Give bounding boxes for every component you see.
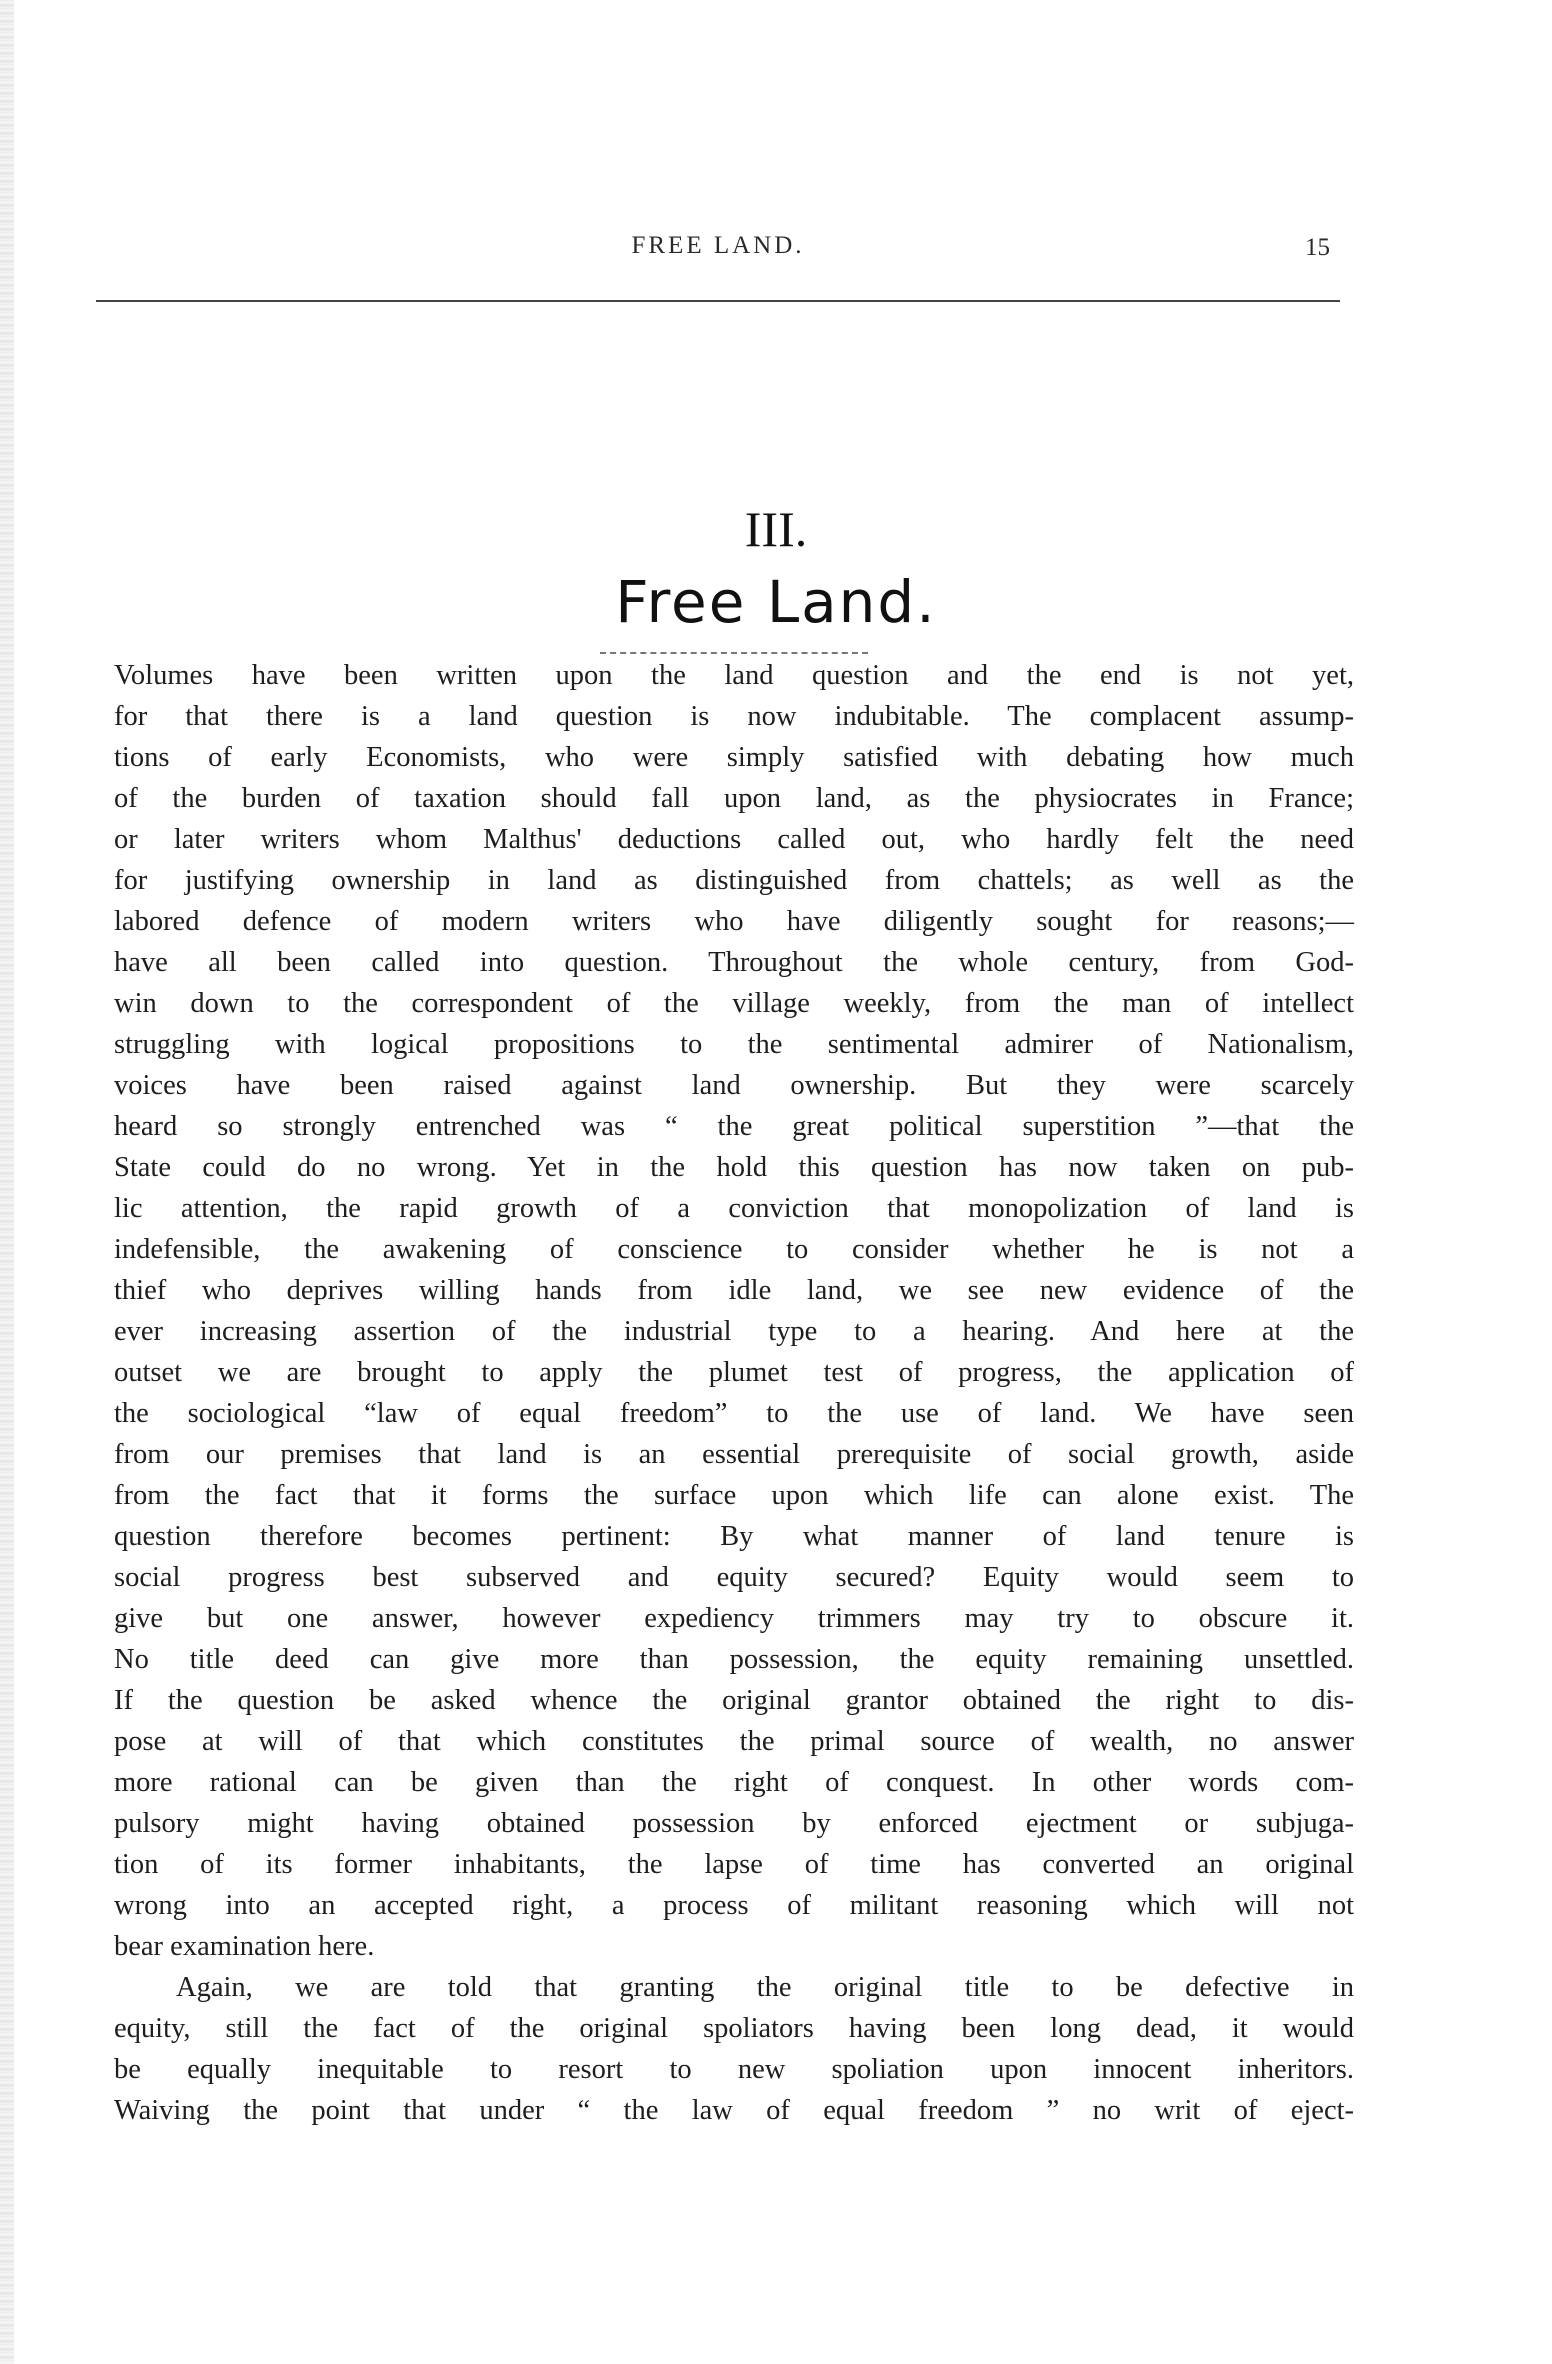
text-line: be equally inequitable to resort to new spoliation upon innocent inheritors. xyxy=(114,2054,1354,2085)
text-line: pulsory might having obtained possession by enforced ejectment or subjuga- xyxy=(114,1808,1354,1839)
chapter-number: III. xyxy=(744,501,808,557)
text-line: Waiving the point that under “ the law of equal freedom ” no writ of eject- xyxy=(114,2095,1354,2126)
text-line: or later writers whom Malthus' deductions called out, who hardly felt the need xyxy=(114,824,1354,855)
text-line: outset we are brought to apply the plumet test of progress, the application of xyxy=(114,1357,1354,1388)
text-line: bear examination here. xyxy=(114,1931,375,1962)
text-line: thief who deprives willing hands from idle land, we see new evidence of the xyxy=(114,1275,1354,1306)
text-line: equity, still the fact of the original spoliators having been long dead, it would xyxy=(114,2013,1354,2044)
paragraph-2 xyxy=(114,1967,1354,2131)
text-line: Again, we are told that granting the original title to be defective in xyxy=(176,1972,1354,2003)
text-line: win down to the correspondent of the village weekly, from the man of intellect xyxy=(114,988,1354,1019)
text-line: labored defence of modern writers who have diligently sought for reasons;— xyxy=(114,906,1354,937)
text-line: the sociological “law of equal freedom” to the use of land. We have seen xyxy=(114,1398,1354,1429)
text-line: heard so strongly entrenched was “ the great political superstition ”—that the xyxy=(114,1111,1354,1142)
header-rule xyxy=(96,300,1340,302)
text-line: pose at will of that which constitutes the primal source of wealth, no answer xyxy=(114,1726,1354,1757)
text-line: wrong into an accepted right, a process of militant reasoning which will not xyxy=(114,1890,1354,1921)
title-rule xyxy=(600,652,868,654)
text-line: ever increasing assertion of the industrial type to a hearing. And here at the xyxy=(114,1316,1354,1347)
text-line: question therefore becomes pertinent: By what manner of land tenure is xyxy=(114,1521,1354,1552)
paragraph-1 xyxy=(114,655,1354,1967)
text-line: indefensible, the awakening of conscience to consider whether he is not a xyxy=(114,1234,1354,1265)
chapter-title: Free Land. xyxy=(615,568,937,636)
text-line: more rational can be given than the right of conquest. In other words com- xyxy=(114,1767,1354,1798)
text-line: If the question be asked whence the original grantor obtained the right to dis- xyxy=(114,1685,1354,1716)
text-line: Volumes have been written upon the land question and the end is not yet, xyxy=(114,660,1354,691)
text-line: tion of its former inhabitants, the lapse of time has converted an original xyxy=(114,1849,1354,1880)
text-line: social progress best subserved and equity secured? Equity would seem to xyxy=(114,1562,1354,1593)
running-head xyxy=(96,232,1340,272)
text-line: from the fact that it forms the surface upon which life can alone exist. The xyxy=(114,1480,1354,1511)
body-text xyxy=(114,655,1354,2131)
text-line: for justifying ownership in land as distinguished from chattels; as well as the xyxy=(114,865,1354,896)
page-number: 15 xyxy=(1305,234,1330,261)
text-line: struggling with logical propositions to the sentimental admirer of Nationalism, xyxy=(114,1029,1354,1060)
text-line: from our premises that land is an essential prerequisite of social growth, aside xyxy=(114,1439,1354,1470)
text-line: lic attention, the rapid growth of a conviction that monopolization of land is xyxy=(114,1193,1354,1224)
text-line: have all been called into question. Throughout the whole century, from God- xyxy=(114,947,1354,978)
text-line: give but one answer, however expediency trimmers may try to obscure it. xyxy=(114,1603,1354,1634)
running-title: FREE LAND. xyxy=(631,232,805,259)
text-line: of the burden of taxation should fall upon land, as the physiocrates in France; xyxy=(114,783,1354,814)
text-line: voices have been raised against land ownership. But they were scarcely xyxy=(114,1070,1354,1101)
scan-edge xyxy=(0,0,14,2364)
text-line: for that there is a land question is now indubitable. The complacent assump- xyxy=(114,701,1354,732)
text-line: tions of early Economists, who were simply satisfied with debating how much xyxy=(114,742,1354,773)
text-line: No title deed can give more than possession, the equity remaining unsettled. xyxy=(114,1644,1354,1675)
text-line: State could do no wrong. Yet in the hold this question has now taken on pub- xyxy=(114,1152,1354,1183)
